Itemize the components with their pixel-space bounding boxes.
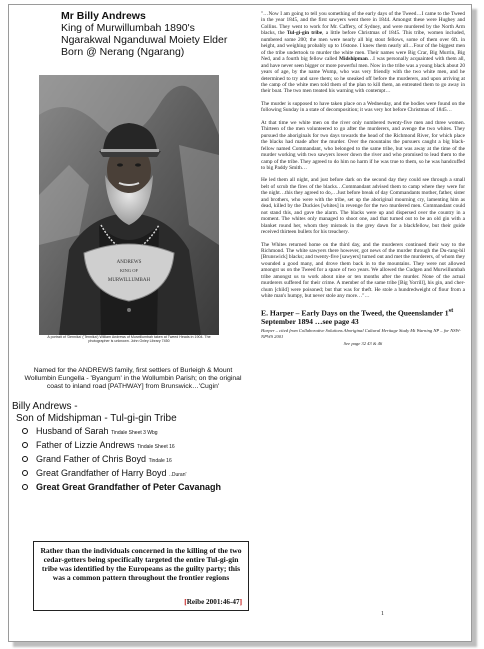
callout-citation: [Reibe 2001:46-47] — [184, 598, 242, 606]
lineage-item — [12, 481, 252, 493]
lineage-item-main: Grand Father of Chris Boyd — [36, 454, 147, 464]
bullet-icon — [22, 484, 28, 490]
lineage-block — [12, 401, 252, 493]
lineage-item-note: ..Duran' — [169, 472, 187, 478]
article-column — [261, 11, 466, 617]
lineage-heading: Billy Andrews - — [12, 401, 78, 412]
bullet-icon — [22, 470, 28, 476]
lineage-item-main: Father of Lizzie Andrews — [36, 440, 135, 450]
title-line: King of Murwillumbah 1890's — [61, 22, 195, 34]
title-block — [61, 10, 251, 58]
title-line: Born @ Nerang (Ngarang) — [61, 46, 185, 58]
bullet-icon — [22, 442, 28, 448]
svg-text:ANDREWS: ANDREWS — [116, 260, 142, 265]
lineage-item-main: Husband of Sarah — [36, 426, 109, 436]
title-line: Ngarakwal Nganduwal Moiety Elder — [61, 34, 228, 46]
lineage-item — [12, 467, 252, 481]
lineage-item-note: Tindale Sheet 3 Wbg — [111, 430, 158, 436]
callout-text: Rather than the individuals concerned in the killing of the two cedar-getters being specifically targeted the entire Tul-gi-gin tribe was identified by the Europeans as the guilty party; this was a common pattern throughout the frontier regions — [40, 546, 242, 582]
lineage-item-main: Great Grandfather of Harry Boyd — [36, 468, 167, 478]
lineage-item-note: Tindale 16 — [148, 458, 172, 464]
source-note: Harper – cited from Collaborative Solutions Aboriginal Cultural Heritage Study Mt Warning NP – for NSW-NPWS 2001 — [261, 328, 461, 339]
named-for-text: Named for the ANDREWS family, first settlers of Burleigh & Mount Wollumbin Eungella - 'Byangum' in the Wollumbin Parish; on the original coast to inland road [PATHWAY] from Brunswick…'Cugin' — [24, 367, 242, 391]
lineage-item-main: Great Great Grandfather of Peter Cavanagh — [36, 482, 222, 492]
portrait-image — [39, 75, 219, 335]
lineage-item — [12, 453, 252, 467]
photo-caption: A portrait of 'Dennika' ('Tennika') William Andrews of Murwillumbah taken at Tweed Heads in 1904. The photographer is unknown. John Oxley Library 7450 — [47, 335, 211, 344]
document-page — [8, 4, 472, 642]
article-paragraph: He led them all night, and just before dark on the second day they could see through a small belt of scrub the fires of the blacks…Commandant advised them to camp where they were for the night…this they agreed to do,…Just before break of day Commandants mother, father, sister and brothers, who were with the tribe, set up the aboriginal mourning cry, lamenting him as dead, killed by the Duckies [whites] in revenge for the two murdered men. Commandant could not stand this, and gave the alarm. The blacks were up and dispersed over the country in a moment. The whites only managed to shoot one, and that turned out to be an old gin with a blanket round her, whom they mistook in the grey dawn for a blackfellow, but their guide received thirteen bullets for his treachery. — [261, 177, 465, 236]
svg-text:KING OF: KING OF — [119, 268, 139, 273]
lineage-sub: Son of Midshipman - Tul-gi-gin Tribe — [16, 413, 177, 424]
bullet-icon — [22, 456, 28, 462]
source-title: E. Harper – Early Days on the Tweed, the Queenslander 1st September 1894 …see page 43 — [261, 306, 454, 327]
bullet-icon — [22, 428, 28, 434]
page-number: 1 — [381, 611, 384, 617]
portrait-photo — [39, 75, 219, 335]
article-paragraph: The murder is supposed to have taken place on a Wednesday, and the bodies were found on the following Sunday in a state of decomposition; it was very hot before Christmas of 1845… — [261, 100, 465, 114]
source-note-pages: See page 32 43 & 46 — [343, 340, 383, 346]
lineage-item — [12, 439, 252, 453]
article-paragraph: At that time we white men on the river only numbered twenty-five men and three women. Thirteen of the men volunteered to go after the murderers, and avenge the two whites. They pursued the aboriginals for two days towards the head of the Richmond River, for which place the blacks had made after the murder. Over the mountains the pursuers caught a big black-fellow named Commandant, who belonged to the same tribe, but was away at the time of the murder working with two sawyers lower down the river and who promised to lead them to the camp of the tribe. They agreed to do him no harm if he was true to them, so he was handcuffed to big Paddy Smith… — [261, 119, 465, 171]
lineage-item — [12, 425, 252, 439]
person-name: Mr Billy Andrews — [61, 10, 146, 22]
svg-text:MURWILLUMBAH: MURWILLUMBAH — [107, 278, 151, 283]
article-paragraph: "…Now I am going to tell you something of the early days of the Tweed…I came to the Tweed in the year 1845, and the first sawyers went there in 1844. Amongst these were Hughey and Collins. They went to work for Mr. Caffery, of Sydney, and were murdered by the North Arm blacks, the Tul-gi-gin tribe, a little before Christmas of 1845. This tribe, women included, numbered some 200; the men were nearly all big stout fellows, some of them over 6ft. in height, and weighing probably up to 16stone. I knew them nearly all…Four of the biggest men of the tribe undertook to murder the white men. Their names were Big Crar, Big Murrin, Big Ned, and a fourth big fellow called Midshipman…I was personally acquainted with them all, and have never seen bigger or more powerful men. Now in the tribe was a young black about 20 years of age, by the name Wump, who was very friendly with the two white men, and he determined to try and save them; so he sneaked off before the murderers, and upon arriving at the camp of the white men told them of the plan to kill them, an entreated them to go away in their boat. The two men treated his warning with contempt… — [261, 11, 466, 95]
callout-box — [33, 541, 249, 611]
article-paragraph: The Whites returned home on the third day, and the murderers continued their way to the Richmond. The white sawyers there however, got news of the murder through the Du-rang-bil [Brunswick] blacks; and twenty-five [sawyers] turned out and met the murderers, of whom they wounded a good many, and drove them back in to the mountains. They were not allowed amongst us on the Tweed for a space of two years. We allowed the Cudgen and Murwillumbah tribe amongst us to work about nine or ten months after the murder. None of the actual murderers suffered for their crime. A member of the same tribe [Big Yorrill], his gin, and cher-chum [child] were poisoned; but that was for theft. He stole a hundredweight of flour from a white man's humpy, but never stole any more…"… — [261, 241, 465, 300]
lineage-item-note: Tindale Sheet 16 — [137, 444, 175, 450]
